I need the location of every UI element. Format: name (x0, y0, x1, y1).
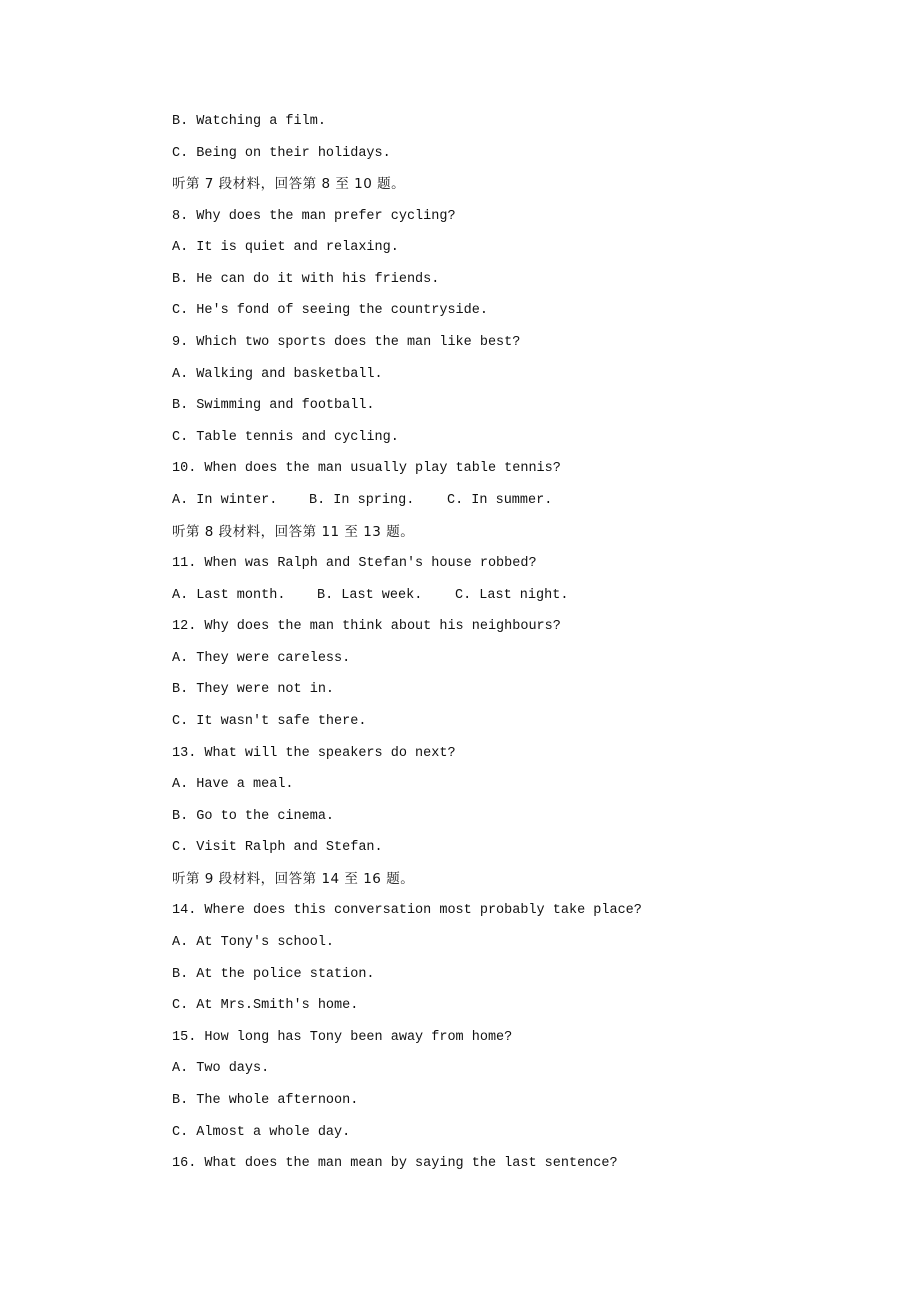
answer-option: B. At the police station. (172, 966, 375, 982)
answer-option: B. Go to the cinema. (172, 808, 335, 824)
answer-option: A. Walking and basketball. (172, 366, 383, 382)
question-text: 8. Why does the man prefer cycling? (172, 208, 456, 224)
answer-option: C. He's fond of seeing the countryside. (172, 303, 488, 319)
answer-option: C. Last night. (455, 587, 569, 603)
answer-option: A. They were careless. (172, 650, 351, 666)
answer-option: A. In winter. (172, 492, 278, 508)
answer-option: A. Last month. (172, 587, 286, 603)
section-instruction: 听第 9 段材料，回答第 14 至 16 题。 (172, 870, 415, 887)
answer-option: C. It wasn't safe there. (172, 713, 367, 729)
question-text: 15. How long has Tony been away from home? (172, 1029, 513, 1045)
question-text: 14. Where does this conversation most probably take place? (172, 903, 642, 919)
answer-option: A. Two days. (172, 1061, 270, 1077)
answer-option: B. Last week. (317, 587, 423, 603)
answer-option: B. Swimming and football. (172, 398, 375, 414)
section-instruction: 听第 8 段材料，回答第 11 至 13 题。 (172, 523, 415, 540)
answer-option: B. The whole afternoon. (172, 1092, 359, 1108)
answer-option: B. Watching a film. (172, 114, 326, 129)
answer-options-row (172, 580, 772, 612)
answer-option: B. In spring. (309, 492, 415, 508)
section-instruction: 听第 7 段材料，回答第 8 至 10 题。 (172, 176, 406, 193)
document-page (172, 106, 772, 1180)
answer-option: A. At Tony's school. (172, 935, 335, 951)
answer-option: C. Visit Ralph and Stefan. (172, 840, 383, 856)
question-text: 12. Why does the man think about his neighbours? (172, 619, 561, 635)
answer-option: C. At Mrs.Smith's home. (172, 998, 359, 1014)
answer-options-row (172, 485, 772, 517)
answer-option: C. Being on their holidays. (172, 145, 391, 161)
answer-option: A. It is quiet and relaxing. (172, 240, 399, 256)
question-text: 11. When was Ralph and Stefan's house robbed? (172, 556, 537, 572)
answer-option: C. Table tennis and cycling. (172, 429, 399, 445)
question-text: 13. What will the speakers do next? (172, 745, 456, 761)
answer-option: B. He can do it with his friends. (172, 271, 440, 287)
answer-option: C. In summer. (447, 492, 553, 508)
question-text: 10. When does the man usually play table tennis? (172, 461, 561, 477)
answer-option: B. They were not in. (172, 682, 335, 698)
answer-option: C. Almost a whole day. (172, 1124, 351, 1140)
question-text: 9. Which two sports does the man like best? (172, 335, 521, 351)
question-text: 16. What does the man mean by saying the last sentence? (172, 1156, 618, 1172)
answer-option: A. Have a meal. (172, 777, 294, 793)
